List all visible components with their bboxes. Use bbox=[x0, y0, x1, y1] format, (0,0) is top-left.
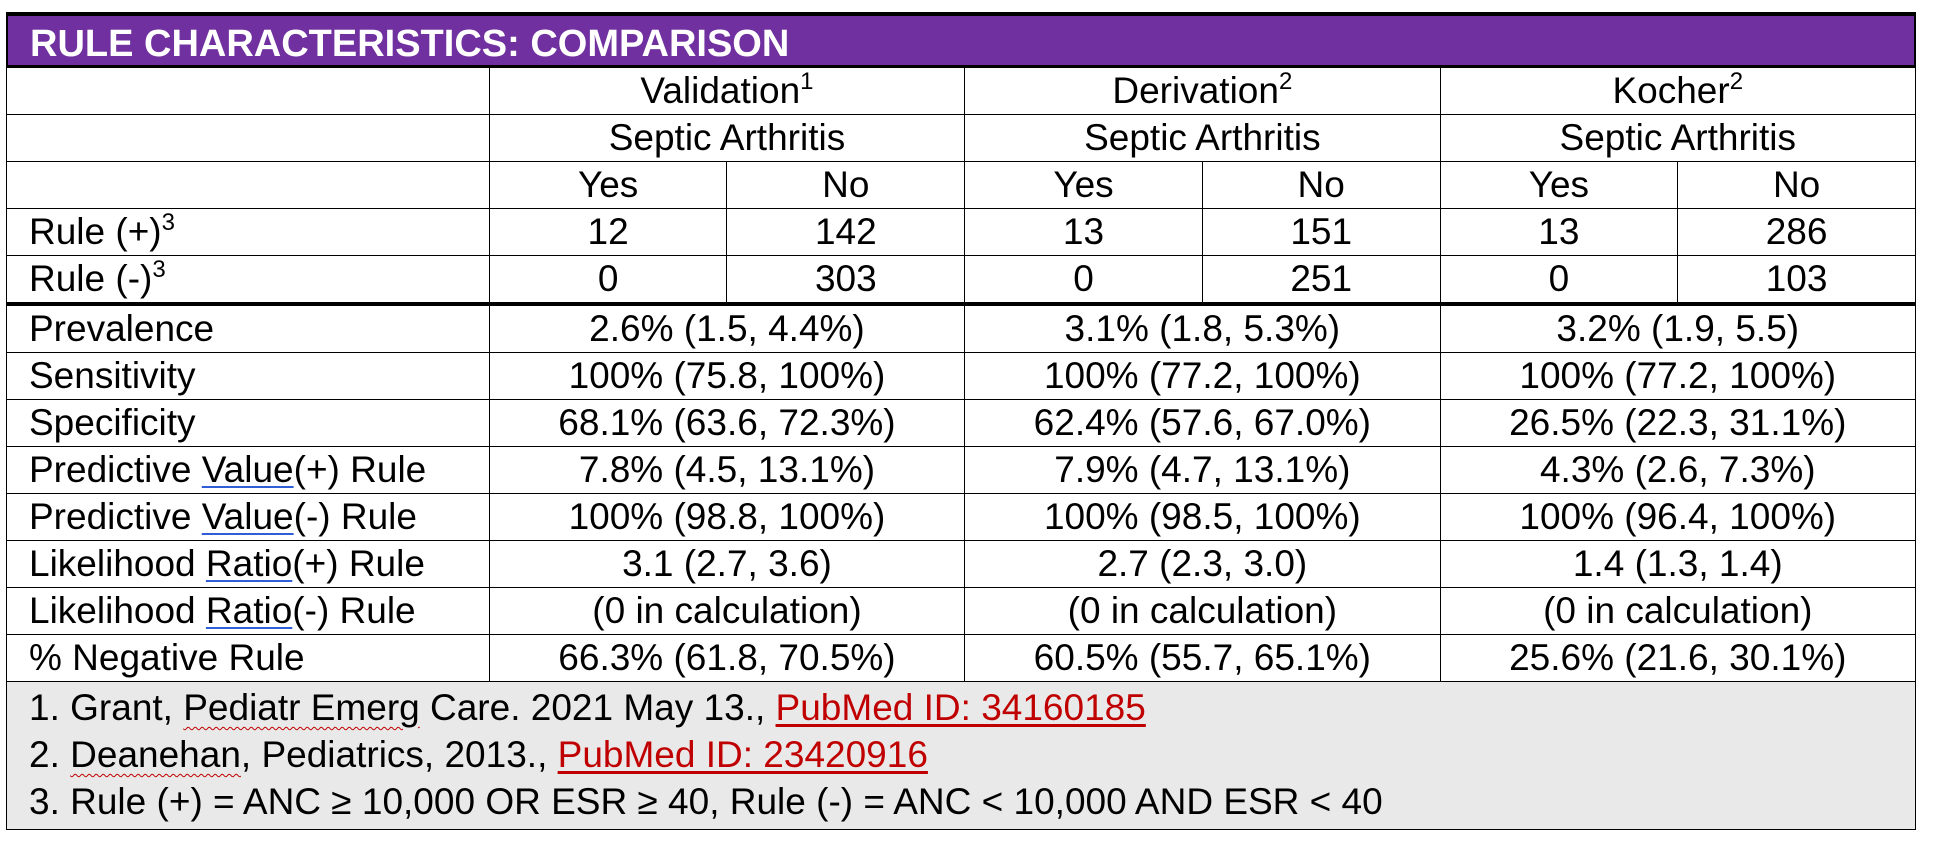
row-label: Sensitivity bbox=[7, 353, 490, 400]
row-label: Likelihood Ratio(-) Rule bbox=[7, 588, 490, 635]
sensitivity-row bbox=[7, 353, 1916, 400]
footnotes bbox=[6, 682, 1916, 830]
lr-negative-row bbox=[7, 588, 1916, 635]
stat-cell: 100% (77.2, 100%) bbox=[965, 353, 1440, 400]
stat-cell: 100% (75.8, 100%) bbox=[489, 353, 964, 400]
stat-cell: 2.6% (1.5, 4.4%) bbox=[489, 304, 964, 353]
stat-cell: 1.4 (1.3, 1.4) bbox=[1440, 541, 1915, 588]
row-label: Specificity bbox=[7, 400, 490, 447]
rule-positive-row bbox=[7, 209, 1916, 256]
rule-comparison-table-container bbox=[6, 12, 1916, 830]
row-label: Likelihood Ratio(+) Rule bbox=[7, 541, 490, 588]
yes-no-header-row bbox=[7, 162, 1916, 209]
ppv-row bbox=[7, 447, 1916, 494]
count-cell: 13 bbox=[1440, 209, 1678, 256]
stat-cell: 100% (98.5, 100%) bbox=[965, 494, 1440, 541]
table-title: RULE CHARACTERISTICS: COMPARISON bbox=[6, 12, 1916, 67]
lr-positive-row bbox=[7, 541, 1916, 588]
percent-negative-row bbox=[7, 635, 1916, 682]
empty-cell bbox=[7, 68, 490, 115]
row-label: % Negative Rule bbox=[7, 635, 490, 682]
subheader-row bbox=[7, 115, 1916, 162]
yes-header: Yes bbox=[965, 162, 1203, 209]
stat-cell: 2.7 (2.3, 3.0) bbox=[965, 541, 1440, 588]
stat-cell: 100% (96.4, 100%) bbox=[1440, 494, 1915, 541]
stat-cell: 7.8% (4.5, 13.1%) bbox=[489, 447, 964, 494]
stat-cell: 3.1% (1.8, 5.3%) bbox=[965, 304, 1440, 353]
subheader-derivation: Septic Arthritis bbox=[965, 115, 1440, 162]
stat-cell: 100% (77.2, 100%) bbox=[1440, 353, 1915, 400]
no-header: No bbox=[727, 162, 965, 209]
count-cell: 286 bbox=[1678, 209, 1916, 256]
count-cell: 13 bbox=[965, 209, 1203, 256]
stat-cell: (0 in calculation) bbox=[489, 588, 964, 635]
row-label: Rule $(-)^3$ bbox=[7, 256, 490, 305]
stat-cell: (0 in calculation) bbox=[1440, 588, 1915, 635]
count-cell: 142 bbox=[727, 209, 965, 256]
pubmed-link-2[interactable]: PubMed ID: 23420916 bbox=[557, 734, 928, 775]
group-header-row bbox=[7, 68, 1916, 115]
no-header: No bbox=[1202, 162, 1440, 209]
count-cell: 251 bbox=[1202, 256, 1440, 305]
footnote-2: 2. Deanehan, Pediatrics, 2013., PubMed ID: 23420916 bbox=[29, 734, 928, 775]
specificity-row bbox=[7, 400, 1916, 447]
stat-cell: 62.4% (57.6, 67.0%) bbox=[965, 400, 1440, 447]
no-header: No bbox=[1678, 162, 1916, 209]
row-label: Rule $(+)^3$ bbox=[7, 209, 490, 256]
stat-cell: 100% (98.8, 100%) bbox=[489, 494, 964, 541]
count-cell: 103 bbox=[1678, 256, 1916, 305]
stat-cell: 25.6% (21.6, 30.1%) bbox=[1440, 635, 1915, 682]
footnote-1: 1. Grant, Pediatr Emerg Care. 2021 May 13., PubMed ID: 34160185 bbox=[29, 687, 1146, 728]
stat-cell: 68.1% (63.6, 72.3%) bbox=[489, 400, 964, 447]
empty-cell bbox=[7, 162, 490, 209]
empty-cell bbox=[7, 115, 490, 162]
row-label: Predictive Value(+) Rule bbox=[7, 447, 490, 494]
yes-header: Yes bbox=[1440, 162, 1678, 209]
stat-cell: 60.5% (55.7, 65.1%) bbox=[965, 635, 1440, 682]
count-cell: 303 bbox=[727, 256, 965, 305]
subheader-validation: Septic Arthritis bbox=[489, 115, 964, 162]
count-cell: 151 bbox=[1202, 209, 1440, 256]
count-cell: 12 bbox=[489, 209, 727, 256]
stat-cell: 26.5% (22.3, 31.1%) bbox=[1440, 400, 1915, 447]
stat-cell: 3.2% (1.9, 5.5) bbox=[1440, 304, 1915, 353]
group-header-derivation: Derivation$^2$ bbox=[965, 68, 1440, 115]
count-cell: 0 bbox=[965, 256, 1203, 305]
count-cell: 0 bbox=[489, 256, 727, 305]
footnote-3: 3. Rule (+) = ANC ≥ 10,000 OR ESR ≥ 40, Rule (-) = ANC < 10,000 AND ESR < 40 bbox=[29, 781, 1383, 822]
stat-cell: 66.3% (61.8, 70.5%) bbox=[489, 635, 964, 682]
stat-cell: (0 in calculation) bbox=[965, 588, 1440, 635]
prevalence-row bbox=[7, 304, 1916, 353]
stat-cell: 4.3% (2.6, 7.3%) bbox=[1440, 447, 1915, 494]
stat-cell: 7.9% (4.7, 13.1%) bbox=[965, 447, 1440, 494]
group-header-validation: Validation$^1$ bbox=[489, 68, 964, 115]
comparison-table bbox=[6, 67, 1916, 682]
subheader-kocher: Septic Arthritis bbox=[1440, 115, 1915, 162]
row-label: Predictive Value(-) Rule bbox=[7, 494, 490, 541]
stat-cell: 3.1 (2.7, 3.6) bbox=[489, 541, 964, 588]
count-cell: 0 bbox=[1440, 256, 1678, 305]
npv-row bbox=[7, 494, 1916, 541]
group-header-kocher: Kocher$^2$ bbox=[1440, 68, 1915, 115]
yes-header: Yes bbox=[489, 162, 727, 209]
rule-negative-row bbox=[7, 256, 1916, 305]
pubmed-link-1[interactable]: PubMed ID: 34160185 bbox=[775, 687, 1146, 728]
row-label: Prevalence bbox=[7, 304, 490, 353]
